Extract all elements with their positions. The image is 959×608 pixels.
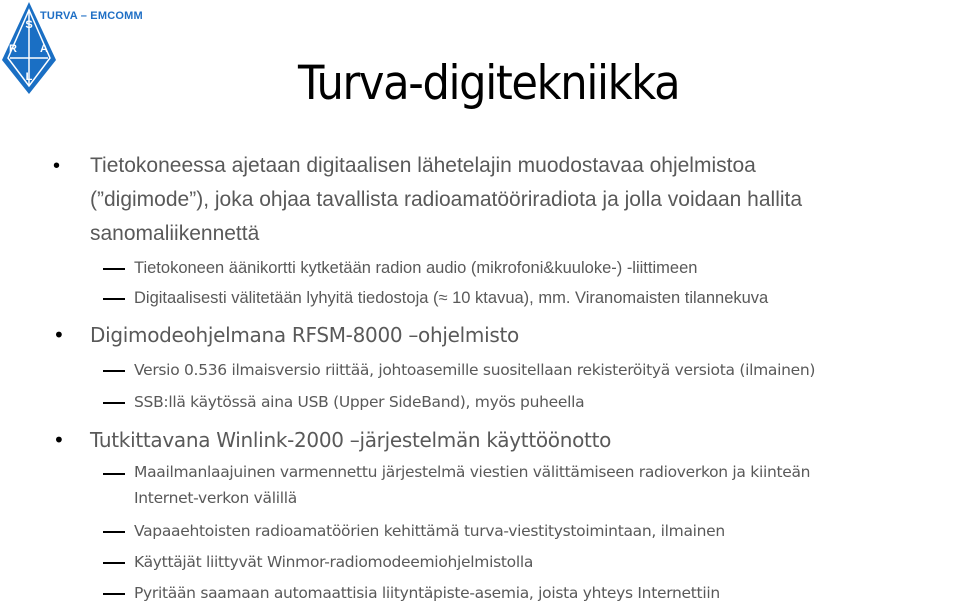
logo-letter-s: S — [25, 19, 33, 31]
sub-item-text: Pyritään saamaan automaattisia liityntäpiste-asemia, joista yhteys Internettiin — [134, 584, 720, 602]
dash-marker — [103, 370, 125, 372]
sub-item — [134, 579, 720, 608]
sub-item-text: SSB:llä käytössä aina USB (Upper SideBand), myös puheella — [134, 393, 585, 411]
sub-item-text: Käyttäjät liittyvät Winmor-radiomodeemiohjelmistolla — [134, 553, 534, 571]
sub-item-text-line-1: Maailmanlaajuinen varmennettu järjestelmä viestien välittämiseen radioverkon ja kiinteän — [134, 463, 811, 481]
bullet-2 — [53, 318, 519, 352]
dash-marker — [103, 268, 125, 270]
dash-marker — [103, 531, 125, 533]
dash-marker — [103, 593, 125, 595]
bullet-3-text: Tutkittavana Winlink-2000 –järjestelmän käyttöönotto — [90, 428, 612, 452]
dash-marker — [103, 298, 125, 300]
bullet-3 — [53, 423, 612, 457]
dash-marker — [103, 562, 125, 564]
sub-item — [134, 548, 533, 577]
bullet-dot: • — [53, 428, 65, 452]
logo-letter-r: R — [9, 43, 17, 55]
bullet-1 — [53, 149, 756, 183]
sub-item — [134, 388, 584, 417]
dash-marker — [103, 473, 125, 475]
bullet-1-line-1: Tietokoneessa ajetaan digitaalisen lähetelajin muodostavaa ohjelmistoa — [90, 154, 756, 177]
bullet-1-line-3: sanomaliikennettä — [90, 222, 260, 245]
sub-item-text: Versio 0.536 ilmaisversio riittää, johtoasemille suositellaan rekisteröityä versiota (ilmainen) — [134, 361, 816, 379]
sub-item-text-line-2: Internet-verkon välillä — [134, 489, 297, 507]
logo-letter-l: L — [25, 71, 33, 83]
bullet-dot: • — [53, 323, 65, 347]
sub-item-text: Vapaaehtoisten radioamatöörien kehittämä turva-viestitystoimintaan, ilmainen — [134, 522, 725, 540]
sub-item — [134, 459, 810, 511]
brand-label: TURVA – EMCOMM — [40, 10, 143, 22]
slide-title: Turva-digitekniikka — [298, 56, 680, 111]
sub-item — [134, 356, 815, 385]
sub-item-text: Tietokoneen äänikortti kytketään radion audio (mikrofoni&kuuloke-) -liittimeen — [134, 259, 698, 277]
sub-item-text: Digitaalisesti välitetään lyhyitä tiedostoja (≈ 10 ktavua), mm. Viranomaisten tilannekuva — [134, 289, 769, 307]
bullet-dot: • — [53, 155, 61, 177]
sub-item — [134, 284, 768, 313]
logo-letter-a: A — [40, 43, 48, 55]
sub-item — [134, 517, 725, 546]
sub-item — [134, 254, 697, 283]
dash-marker — [103, 402, 125, 404]
bullet-1-cont — [90, 183, 802, 217]
bullet-2-text: Digimodeohjelmana RFSM-8000 –ohjelmisto — [90, 323, 519, 347]
bullet-1-cont-2 — [90, 217, 259, 251]
bullet-1-line-2: (”digimode”), joka ohjaa tavallista radioamatööriradiota ja jolla voidaan hallita — [90, 188, 803, 211]
